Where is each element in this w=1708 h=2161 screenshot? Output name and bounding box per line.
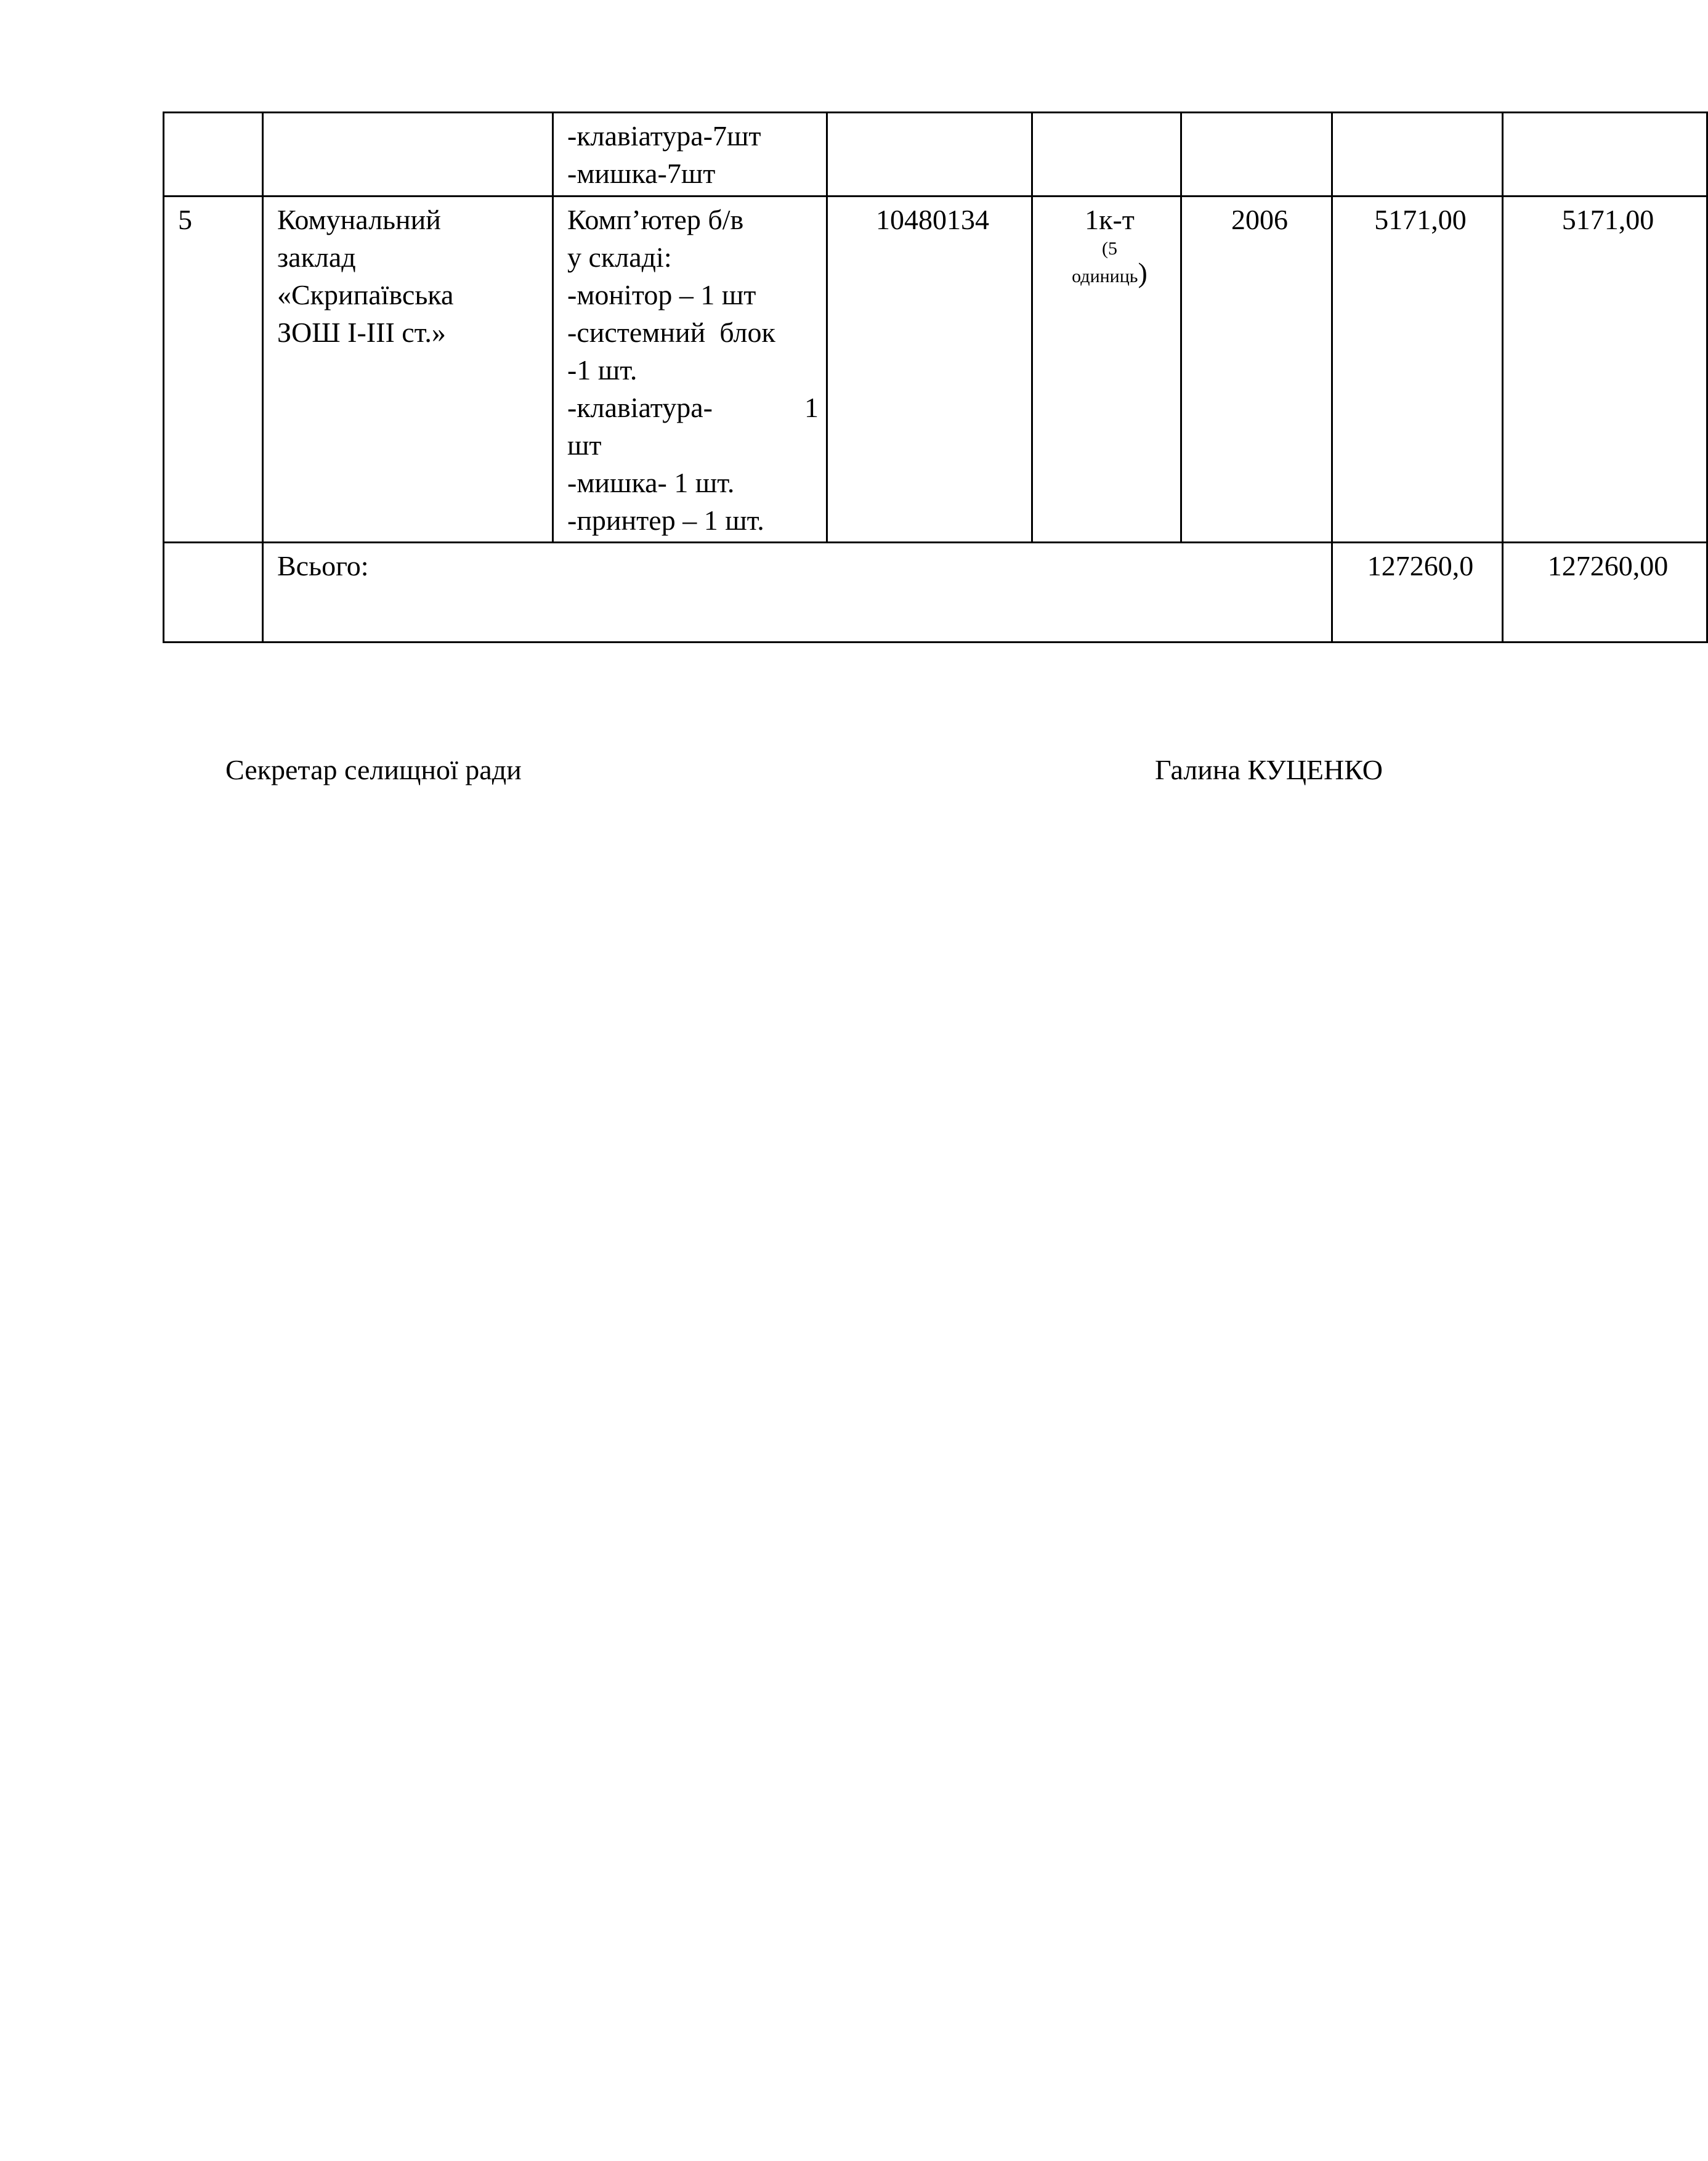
table-row-continued bbox=[164, 113, 1707, 197]
cell-year: 2006 bbox=[1181, 197, 1332, 543]
cell-number bbox=[164, 543, 263, 643]
cell-quantity bbox=[1032, 197, 1181, 543]
cell-total: 5171,00 bbox=[1503, 197, 1707, 543]
cell-institution bbox=[263, 197, 553, 543]
units-word: одиниць bbox=[1072, 266, 1138, 286]
cell-total bbox=[1503, 113, 1707, 197]
table-row-total bbox=[164, 543, 1707, 643]
units-close: ) bbox=[1138, 257, 1147, 288]
description-line bbox=[567, 389, 819, 426]
table-row-5 bbox=[164, 197, 1707, 543]
signatory-name: Галина КУЦЕНКО bbox=[1155, 754, 1383, 785]
cell-price: 5171,00 bbox=[1332, 197, 1503, 543]
institution-line: заклад bbox=[277, 241, 356, 273]
description-line: -принтер – 1 шт. bbox=[567, 505, 764, 536]
quantity-value: 1к-т bbox=[1085, 204, 1135, 235]
units-line bbox=[1046, 259, 1173, 287]
description-text: -клавіатура- bbox=[567, 392, 713, 423]
cell-total-sum: 127260,00 bbox=[1503, 543, 1707, 643]
cell-price bbox=[1332, 113, 1503, 197]
units-open: (5 bbox=[1102, 238, 1117, 259]
description-line: -мишка-7шт bbox=[567, 158, 716, 189]
cell-total-label: Всього: bbox=[263, 543, 1332, 643]
signatory-position: Секретар селищної ради bbox=[225, 754, 522, 785]
cell-total-sum: 127260,0 bbox=[1332, 543, 1503, 643]
description-line: -мишка- 1 шт. bbox=[567, 467, 735, 498]
description-line: -1 шт. bbox=[567, 354, 637, 386]
description-line: у складі: bbox=[567, 241, 672, 273]
assets-table bbox=[163, 111, 1708, 643]
cell-description bbox=[553, 113, 827, 197]
cell-inventory bbox=[827, 113, 1032, 197]
description-line: -системний блок bbox=[567, 317, 775, 348]
description-line: -монітор – 1 шт bbox=[567, 279, 756, 310]
description-text: 1 bbox=[804, 392, 819, 423]
cell-year bbox=[1181, 113, 1332, 197]
cell-quantity bbox=[1032, 113, 1181, 197]
cell-inventory: 10480134 bbox=[827, 197, 1032, 543]
cell-number: 5 bbox=[164, 197, 263, 543]
institution-line: «Скрипаївська bbox=[277, 279, 454, 310]
description-line: шт bbox=[567, 429, 602, 461]
cell-description bbox=[553, 197, 827, 543]
description-line: Комп’ютер б/в bbox=[567, 204, 744, 235]
description-line: -клавіатура-7шт bbox=[567, 120, 761, 152]
institution-line: Комунальний bbox=[277, 204, 441, 235]
cell-institution bbox=[263, 113, 553, 197]
institution-line: ЗОШ І-ІІІ ст.» bbox=[277, 317, 446, 348]
cell-number bbox=[164, 113, 263, 197]
